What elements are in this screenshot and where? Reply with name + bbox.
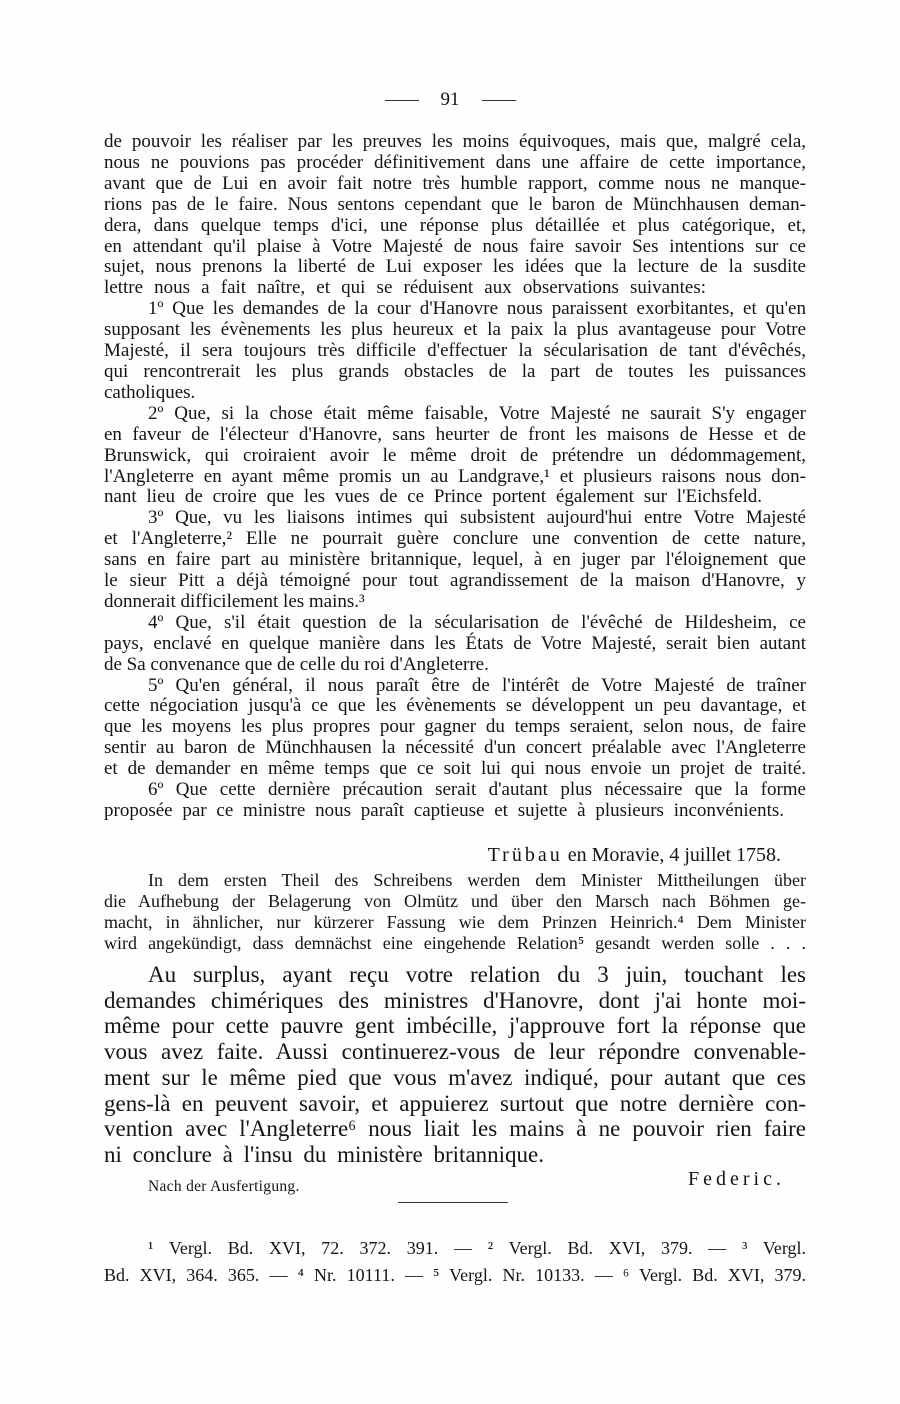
letter-line: demandes chimériques des ministres d'Hanovre, dont j'ai honte moi- xyxy=(104,987,806,1013)
page-number: 91 xyxy=(440,89,460,110)
footnote-line: Bd. XVI, 364. 365. — ⁴ Nr. 10111. — ⁵ Vergl. Nr. 10133. — ⁶ Vergl. Bd. XVI, 379. xyxy=(104,1265,806,1285)
report-line: l'Angleterre en ayant même promis un au Landgrave,¹ et plusieurs raisons nous don- xyxy=(104,465,806,487)
report-line: que les moyens les plus propres pour gagner du temps seraient, selon nous, de faire xyxy=(104,716,806,738)
source-note: Nach der Ausfertigung. xyxy=(148,1178,300,1195)
report-line: Brunswick, qui croiraient avoir le même droit de prétendre un dédommagement, xyxy=(104,444,806,466)
report-line: cette négociation jusqu'à ce que les évènements se développent un peu davantage, et xyxy=(104,695,806,717)
observation-1 xyxy=(104,299,806,404)
summary-line: die Aufhebung der Belagerung von Olmütz und über den Marsch nach Böhmen ge- xyxy=(104,891,806,911)
report-line: nous ne pouvions pas procéder définitivement dans une affaire de cette importance, xyxy=(104,151,806,173)
dateline-details: en Moravie, 4 juillet 1758. xyxy=(567,844,781,866)
report-line: en attendant qu'il plaise à Votre Majesté de nous faire savoir Ses intentions sur ce xyxy=(104,235,806,257)
letter-line: Au surplus, ayant reçu votre relation du 3 juin, touchant les xyxy=(148,962,806,987)
report-line: pays, enclavé en quelque manière dans les États de Votre Majesté, serait bien autant xyxy=(104,632,806,654)
report-text xyxy=(104,132,806,822)
report-intro xyxy=(104,132,806,299)
summary-line: macht, in ähnlicher, nur kürzerer Fassung wie dem Prinzen Heinrich.⁴ Dem Minister xyxy=(104,912,806,932)
report-line: qui rencontrerait les plus grands obstacles de la part de toutes les puissances xyxy=(104,360,806,382)
letter-line: ment sur le même pied que vous m'avez indiqué, pour autant que ces xyxy=(104,1064,806,1090)
dateline xyxy=(488,844,781,866)
report-line: de pouvoir les réaliser par les preuves les moins équivoques, mais que, malgré cela, xyxy=(104,131,806,152)
report-line: 1º Que les demandes de la cour d'Hanovre nous paraissent exorbitantes, et qu'en xyxy=(148,298,806,320)
report-line: sentir au baron de Münchhausen la nécessité d'un concert préalable avec l'Angleterre xyxy=(104,737,806,759)
letter-line: vention avec l'Angleterre⁶ nous liait les mains à ne pouvoir rien faire xyxy=(104,1116,806,1142)
observation-5 xyxy=(104,676,806,781)
summary-line: In dem ersten Theil des Schreibens werden dem Minister Mittheilungen über xyxy=(148,870,806,890)
report-line: sans en faire part au ministère britannique, lequel, à en juger par l'éloignement que xyxy=(104,549,806,571)
report-line: de Sa convenance que de celle du roi d'Angleterre. xyxy=(104,653,489,675)
report-line: lettre nous a fait naître, et qui se réduisent aux observations suivantes: xyxy=(104,277,706,299)
report-line: supposant les évènements les plus heureux et la paix la plus avantageuse pour Votre xyxy=(104,319,806,341)
letter-line: gens-là en peuvent savoir, et appuierez surtout que notre dernière con- xyxy=(104,1090,806,1116)
letter-line: ni conclure à l'insu du ministère britannique. xyxy=(104,1141,544,1167)
report-line: proposée par ce ministre nous paraît captieuse et sujette à plusieurs inconvénients. xyxy=(104,800,784,821)
report-line: en faveur de l'électeur d'Hanovre, sans heurter de front les maisons de Hesse et de xyxy=(104,423,806,445)
report-line: avant que de Lui en avoir fait notre très humble rapport, comme nous ne manque- xyxy=(104,172,806,194)
letter-line: vous avez faite. Aussi continuerez-vous de leur répondre convenable- xyxy=(104,1039,806,1065)
footnote-rule xyxy=(398,1202,508,1203)
observation-6 xyxy=(104,780,806,822)
report-line: Majesté, il sera toujours très difficile d'effectuer la sécularisation de tant d'évêchés, xyxy=(104,340,806,362)
report-line: et l'Angleterre,² Elle ne pourrait guère conclure une convention de cette nature, xyxy=(104,528,806,550)
report-line: dera, dans quelque temps d'ici, une réponse plus détaillée et plus catégorique, et, xyxy=(104,214,806,236)
footnotes xyxy=(104,1235,806,1289)
report-line: 6º Que cette dernière précaution serait d'autant plus nécessaire que la forme xyxy=(148,779,806,801)
report-line: 5º Qu'en général, il nous paraît être de l'intérêt de Votre Majesté de traîner xyxy=(148,674,806,696)
report-line: catholiques. xyxy=(104,381,196,403)
report-line: rions pas de le faire. Nous sentons cependant que le baron de Münchhausen deman- xyxy=(104,193,806,215)
observation-4 xyxy=(104,613,806,676)
report-line: le sieur Pitt a déjà témoigné pour tout agrandissement de la maison d'Hanovre, y xyxy=(104,570,806,592)
header-dash-right xyxy=(482,100,516,101)
report-line: 4º Que, s'il était question de la sécularisation de l'évêché de Hildesheim, ce xyxy=(148,611,806,633)
letter-text xyxy=(104,962,806,1168)
header-dash-left xyxy=(385,100,419,101)
letter-line: même pour cette pauvre gent imbécille, j'approuve fort la réponse que xyxy=(104,1013,806,1039)
observation-3 xyxy=(104,508,806,613)
page-header xyxy=(0,88,900,112)
report-line: sujet, nous prenons la liberté de Lui exposer les idées que la lecture de la susdite xyxy=(104,256,806,278)
report-line: nant lieu de croire que les vues de ce Prince portent également sur l'Eichsfeld. xyxy=(104,486,762,508)
observation-2 xyxy=(104,404,806,509)
report-line: et de demander en même temps que ce soit lui qui nous envoie un projet de traité. xyxy=(104,758,806,780)
signature: Federic. xyxy=(688,1168,785,1190)
editorial-summary xyxy=(104,870,806,954)
dateline-place: Trübau xyxy=(487,844,563,866)
report-line: 2º Que, si la chose était même faisable, Votre Majesté ne saurait S'y engager xyxy=(148,402,806,424)
report-line: donnerait difficilement les mains.³ xyxy=(104,590,365,612)
footnote-line: ¹ Vergl. Bd. XVI, 72. 372. 391. — ² Vergl. Bd. XVI, 379. — ³ Vergl. xyxy=(148,1238,806,1258)
report-line: 3º Que, vu les liaisons intimes qui subsistent aujourd'hui entre Votre Majesté xyxy=(148,507,806,529)
summary-line: wird angekündigt, dass demnächst eine eingehende Relation⁵ gesandt werden solle . . . xyxy=(104,933,806,953)
